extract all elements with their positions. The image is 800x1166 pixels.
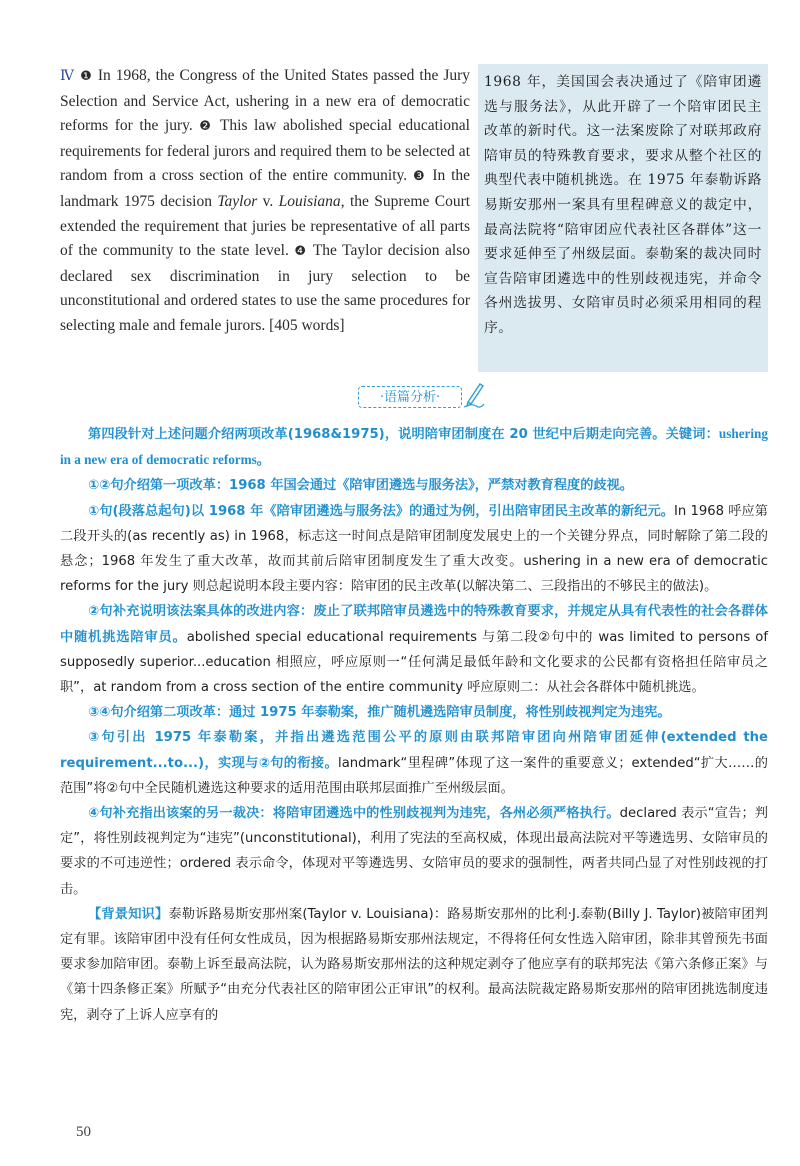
analysis-heading: ·语篇分析· — [358, 386, 462, 408]
page-number: 50 — [76, 1124, 91, 1140]
background-text: 泰勒诉路易斯安那州案(Taylor v. Louisiana)：路易斯安那州的比利·J.泰勒(Billy J. Taylor)被陪审团判定有罪。该陪审团中没有任何女性成员，因为根据路易斯安那州法规定，不得将任何女性选入陪审团，除非其曾预先书面要求参加陪审团。泰勒上诉至最高法院，认为路易斯安那州法的这种规定剥夺了他应享有的联邦宪法《第六条修正案》与《第十四条修正案》所赋予“由充分代表社区的陪审团公正审讯”的权利。最高法院裁定路易斯安那州的陪审团挑选制度违宪，剥夺了上诉人应享有的 — [60, 906, 768, 1023]
background-label: 【背景知识】 — [88, 906, 169, 922]
background-knowledge — [60, 902, 768, 1028]
p3-lead: ③句引出 1975 年泰勒案，并指出遴选范围公平的原则由联邦陪审团向州陪审团延伸(extended the requirement...to...)，实现与②句的衔接。 — [60, 730, 768, 771]
analysis-paragraph-1 — [60, 499, 768, 600]
keyword: ushering in a new era of democratic reforms — [60, 426, 768, 468]
analysis-section — [60, 421, 768, 1028]
sentence-marker-1: ❶ — [80, 69, 93, 84]
analysis-paragraph-3 — [60, 725, 768, 801]
p1-lead: ①句(段落总起句)以 1968 年《陪审团遴选与服务法》的通过为例，引出陪审团民主改革的新纪元。 — [88, 503, 674, 519]
pen-icon — [462, 380, 486, 408]
english-passage — [60, 64, 470, 339]
sentence-4: The Taylor decision also declared sex discrimination in jury selection to be unconstitutional and ordered states to use the same procedures for selecting male and female jurors. — [60, 242, 470, 334]
sentence-marker-4: ❹ — [294, 244, 308, 260]
case-name-taylor: Taylor — [217, 192, 258, 210]
p2-body: abolished special educational requirements 与第二段②句中的 was limited to persons of supposedly superior...education 相照应，呼应原则一“任何满足最低年龄和文化要求的公民都有资格担任陪审员之职”，at random from a cross section of the entire community 呼应原则二：从社会各群体中随机挑选。 — [60, 629, 768, 696]
intro-text: 第四段针对上述问题介绍两项改革(1968&1975)，说明陪审团制度在 20 世纪中后期走向完善。关键词： — [88, 427, 719, 442]
intro-end: 。 — [256, 453, 270, 469]
sentence-marker-3: ❸ — [412, 169, 427, 185]
p4-lead: ④句补充指出该案的另一裁决：将陪审团遴选中的性别歧视判为违宪，各州必须严格执行。 — [88, 806, 620, 822]
sentence-3-end: , the Supreme Court extended the requirement that juries be representative of all parts of the community to the state level. — [60, 192, 471, 260]
p1-body: In 1968 呼应第二段开头的(as recently as) in 1968，标志这一时间点是陪审团制度发展史上的一个关键分界点，同时解除了第二段的悬念；1968 年发生了重大改革，故而其前后陪审团制度发生了重大改变。ushering in a new era of democratic reforms for the jury 则总起说明本段主要内容：陪审团的民主改革(以解决第二、三段指出的不够民主的做法)。 — [60, 503, 768, 595]
p2-lead: ②句补充说明该法案具体的改进内容：废止了联邦陪审员遴选中的特殊教育要求，并规定从具有代表性的社会各群体中随机挑选陪审员。 — [60, 604, 768, 645]
sentence-2: This law abolished special educational requirements for federal jurors and required them to be selected at random from a cross section of the entire community. — [60, 117, 470, 185]
sentence-marker-2: ❷ — [199, 119, 214, 135]
analysis-intro — [60, 421, 768, 473]
paragraph-number: Ⅳ — [60, 68, 76, 84]
case-versus: v. — [262, 192, 274, 210]
analysis-paragraph-4 — [60, 801, 768, 902]
case-name-louisiana: Louisiana — [278, 192, 341, 210]
p3-body: landmark“里程碑”体现了这一案件的重要意义；extended“扩大……的范围”将②句中全民随机遴选这种要求的适用范围由联邦层面推广至州级层面。 — [60, 755, 768, 796]
analysis-paragraph-2 — [60, 599, 768, 700]
p4-body: declared 表示“宣告；判定”，将性别歧视判定为“违宪”(unconstitutional)，利用了宪法的至高权威，体现出最高法院对平等遴选男、女陪审员的要求的不可违逆性；ordered 表示命令，体现对平等遴选男、女陪审员的要求的强制性，两者共同凸显了对性别歧视的打击。 — [60, 806, 768, 897]
sentence-3-start: In the landmark 1975 decision — [60, 167, 471, 210]
analysis-heading-1: ①②句介绍第一项改革：1968 年国会通过《陪审团遴选与服务法》，严禁对教育程度的歧视。 — [88, 478, 633, 494]
analysis-heading-2: ③④句介绍第二项改革：通过 1975 年泰勒案，推广随机遴选陪审员制度，将性别歧视判定为违宪。 — [88, 705, 671, 721]
word-count: [405 words] — [269, 316, 345, 334]
translation-text: 1968 年，美国国会表决通过了《陪审团遴选与服务法》，从此开辟了一个陪审团民主改革的新时代。这一法案废除了对联邦政府陪审员的特殊教育要求，要求从整个社区的典型代表中随机挑选。在 1975 年泰勒诉路易斯安那州一案具有里程碑意义的裁定中，最高法院将“陪审团应代表社区各群体”这一要求延伸至了州级层面。泰勒案的裁决同时宣告陪审团遴选中的性别歧视违宪，并命令各州选拔男、女陪审员时必须采用相同的程序。 — [484, 74, 762, 336]
sentence-1: In 1968, the Congress of the United States passed the Jury Selection and Service Act, ushering in a new era of democratic reforms for the jury. — [60, 67, 471, 135]
